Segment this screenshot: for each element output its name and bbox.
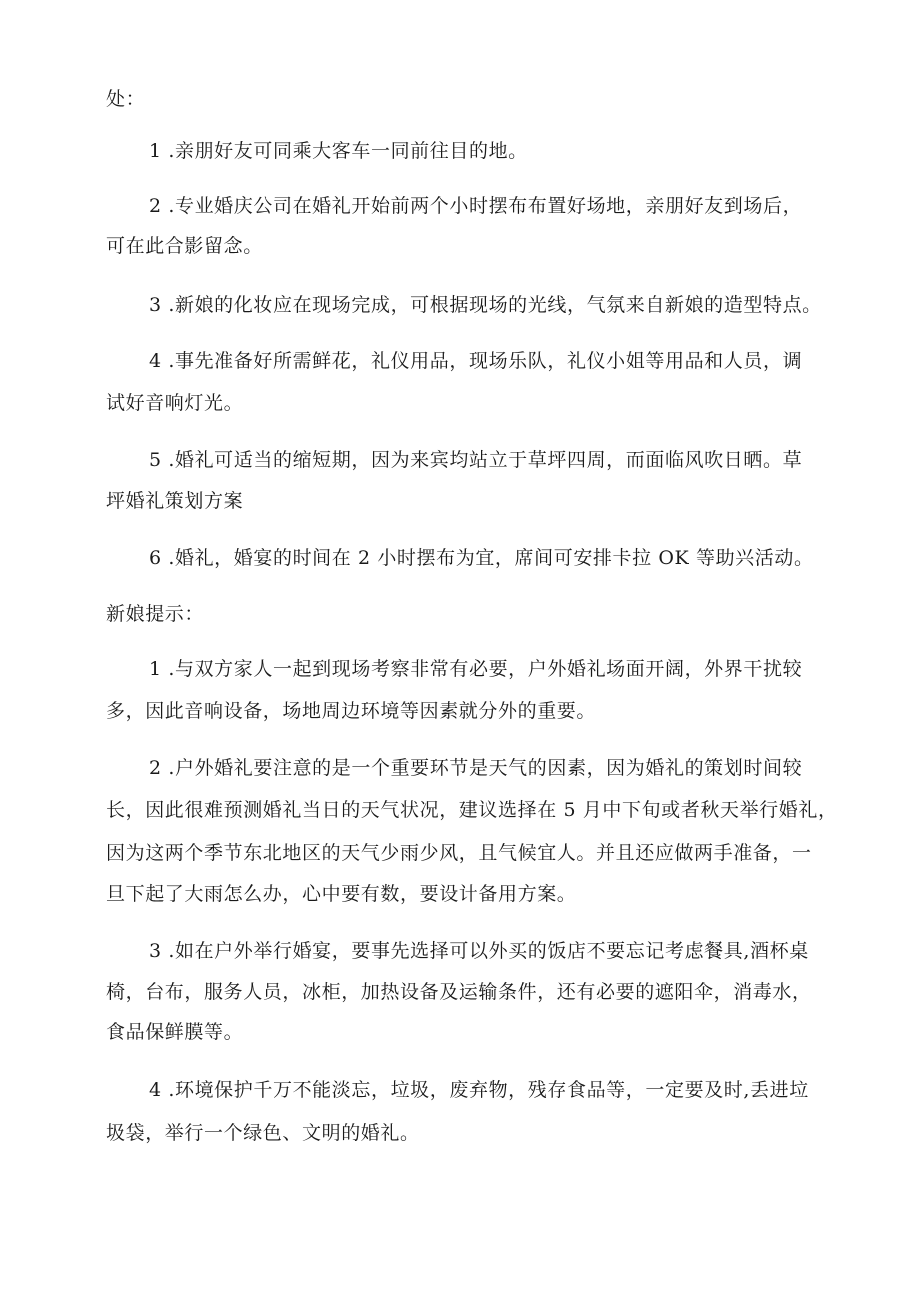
list-one-item-3: 3 .新娘的化妆应在现场完成，可根据现场的光线，气氛来自新娘的造型特点。 (149, 294, 822, 316)
list-two-item-2-line-4: 旦下起了大雨怎么办，心中要有数，要设计备用方案。 (106, 883, 577, 905)
list-two-item-1-line-1: 1 .与双方家人一起到现场考察非常有必要，户外婚礼场面开阔，外界干扰较 (149, 658, 803, 680)
list-two-item-2-line-3: 因为这两个季节东北地区的天气少雨少风，且气候宜人。并且还应做两手准备，一 (106, 842, 812, 864)
bride-tips-heading: 新娘提示： (106, 603, 205, 625)
list-two-item-2-line-1: 2 .户外婚礼要注意的是一个重要环节是天气的因素，因为婚礼的策划时间较 (149, 757, 803, 779)
list-two-item-2-line-2: 长，因此很难预测婚礼当日的天气状况，建议选择在 5 月中下旬或者秋天举行婚礼， (106, 799, 838, 821)
list-one-item-1: 1 .亲朋好友可同乘大客车一同前往目的地。 (149, 140, 528, 162)
list-two-item-4-line-1: 4 .环境保护千万不能淡忘，垃圾，废弃物，残存食品等，一定要及时,丢进垃 (149, 1079, 809, 1101)
list-one-item-6: 6 .婚礼，婚宴的时间在 2 小时摆布为宜，席间可安排卡拉 OK 等助兴活动。 (149, 547, 814, 569)
list-one-item-2-line-2: 可在此合影留念。 (106, 235, 263, 257)
list-one-item-4-line-1: 4 .事先准备好所需鲜花，礼仪用品，现场乐队，礼仪小姐等用品和人员，调 (149, 350, 803, 372)
intro-fragment: 处： (106, 88, 146, 110)
list-two-item-3-line-1: 3 .如在户外举行婚宴，要事先选择可以外买的饭店不要忘记考虑餐具,酒杯桌 (149, 940, 809, 962)
list-two-item-3-line-2: 椅，台布，服务人员，冰柜，加热设备及运输条件，还有必要的遮阳伞，消毒水， (106, 981, 812, 1003)
list-two-item-4-line-2: 圾袋，举行一个绿色、文明的婚礼。 (106, 1122, 420, 1144)
list-two-item-3-line-3: 食品保鲜膜等。 (106, 1021, 244, 1043)
list-one-item-4-line-2: 试好音响灯光。 (106, 392, 244, 414)
list-one-item-2-line-1: 2 .专业婚庆公司在婚礼开始前两个小时摆布布置好场地，亲朋好友到场后， (149, 195, 803, 217)
list-one-item-5-line-1: 5 .婚礼可适当的缩短期，因为来宾均站立于草坪四周，而面临风吹日晒。草 (149, 449, 803, 471)
list-one-item-5-line-2: 坪婚礼策划方案 (106, 490, 244, 512)
list-two-item-1-line-2: 多，因此音响设备，场地周边环境等因素就分外的重要。 (106, 700, 597, 722)
